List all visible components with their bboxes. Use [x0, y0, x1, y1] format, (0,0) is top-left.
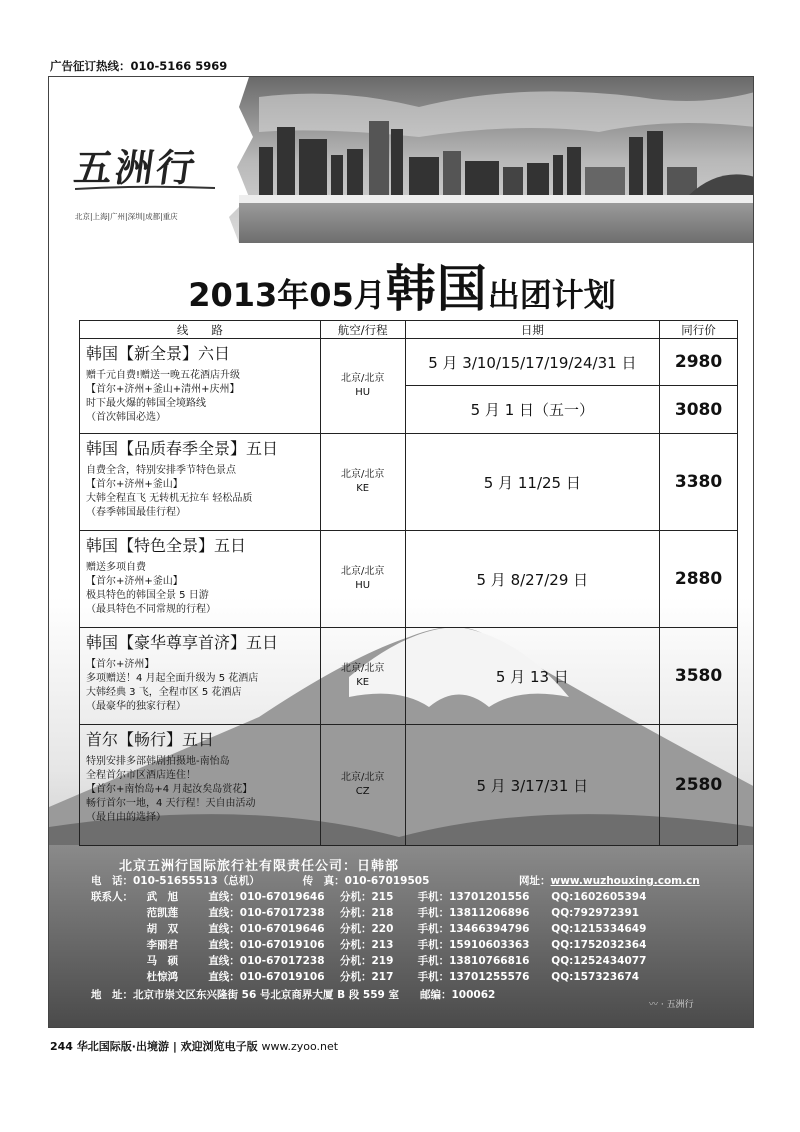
route-detail: （春季韩国最佳行程） — [86, 507, 186, 518]
contact-row — [91, 921, 646, 936]
contact-mobile: 手机：15910603363 — [417, 939, 530, 951]
logo-cities: 北京|上海|广州|深圳|成都|重庆 — [75, 212, 178, 221]
contact-line: 直线：010-67019106 — [208, 971, 325, 983]
contact-mobile: 手机：13701201556 — [417, 891, 530, 903]
footer-url[interactable]: www.zyoo.net — [261, 1040, 339, 1053]
airline-route: 北京/北京 — [341, 663, 385, 674]
contact-line: 直线：010-67019646 — [208, 891, 325, 903]
airline-code: KE — [356, 677, 370, 688]
price-cell: 3380 — [660, 434, 738, 531]
contact-name: 李丽君 — [146, 939, 179, 951]
page-title — [49, 249, 754, 318]
date-cell: 5 月 8/27/29 日 — [405, 531, 660, 628]
route-name: 韩国【品质春季全景】五日 — [86, 439, 279, 458]
contact-mobile: 手机：13810766816 — [417, 955, 530, 967]
contact-qq: QQ:157323674 — [551, 971, 640, 983]
contact-row — [91, 889, 646, 904]
price-cell: 3580 — [660, 628, 738, 725]
table-row — [80, 434, 738, 531]
brand-signature: 〰 · 五洲行 — [649, 1000, 694, 1010]
route-detail: 极具特色的韩国全景 5 日游 — [86, 590, 209, 601]
route-detail: 时下最火爆的韩国全境路线 — [86, 398, 206, 409]
fax: 传 真：010-67019505 — [302, 875, 430, 887]
airline-code: HU — [355, 387, 371, 398]
brand-logo — [71, 137, 235, 227]
contact-name: 武 旭 — [146, 891, 179, 903]
website-row — [519, 873, 700, 888]
route-detail: 赠送多项自费 — [86, 562, 146, 573]
contact-mobile: 手机：13701255576 — [417, 971, 530, 983]
route-detail: 【首尔+济州+釜山】 — [86, 479, 183, 490]
contact-block — [49, 845, 754, 1028]
contact-line: 直线：010-67019646 — [208, 923, 325, 935]
route-detail: （最豪华的独家行程） — [86, 701, 186, 712]
table-row — [80, 628, 738, 725]
page-footer — [50, 1038, 338, 1054]
date-cell: 5 月 3/17/31 日 — [405, 725, 660, 846]
contact-mobile: 手机：13811206896 — [417, 907, 530, 919]
header-airline: 航空/行程 — [320, 321, 405, 339]
header-price: 同行价 — [660, 321, 738, 339]
route-name: 韩国【新全景】六日 — [86, 344, 231, 363]
route-name: 韩国【特色全景】五日 — [86, 536, 247, 555]
header-date: 日期 — [405, 321, 660, 339]
contact-qq: QQ:1215334649 — [551, 923, 647, 935]
header-route: 线 路 — [80, 321, 321, 339]
contact-qq: QQ:1602605394 — [551, 891, 647, 903]
contact-ext: 分机：219 — [339, 955, 394, 967]
airline-route: 北京/北京 — [341, 772, 385, 783]
ad-frame — [48, 76, 754, 1028]
title-date: 2013年05月 — [188, 276, 386, 314]
airline-cell — [320, 725, 405, 846]
contact-line: 直线：010-67017238 — [208, 955, 325, 967]
route-cell — [80, 628, 321, 725]
contact-name: 范凯莲 — [146, 907, 179, 919]
route-detail: 赠千元自费!赠送一晚五花酒店升级 — [86, 370, 241, 381]
date-cell: 5 月 11/25 日 — [405, 434, 660, 531]
airline-route: 北京/北京 — [341, 566, 385, 577]
title-suffix: 出团计划 — [487, 276, 616, 314]
airline-cell — [320, 531, 405, 628]
title-country: 韩国 — [385, 260, 488, 318]
contact-ext: 分机：217 — [339, 971, 394, 983]
route-detail: 【首尔+南怡岛+4 月起汝矣岛赏花】 — [86, 784, 253, 795]
route-name: 韩国【豪华尊享首济】五日 — [86, 633, 279, 652]
route-detail: 大韩经典 3 飞，全程市区 5 花酒店 — [86, 687, 242, 698]
price-cell: 2580 — [660, 725, 738, 846]
airline-route: 北京/北京 — [341, 469, 385, 480]
contact-name: 杜惊鸿 — [146, 971, 179, 983]
city-skyline-image — [219, 77, 754, 243]
route-detail: 多项赠送！4 月起全面升级为 5 花酒店 — [86, 673, 259, 684]
route-detail: （首次韩国必选） — [86, 412, 166, 423]
route-detail: 大韩全程直飞 无转机无拉车 轻松品质 — [86, 493, 253, 504]
airline-cell — [320, 628, 405, 725]
contact-line: 直线：010-67017238 — [208, 907, 325, 919]
route-detail: 【首尔+济州+釜山】 — [86, 576, 183, 587]
contact-ext: 分机：215 — [339, 891, 394, 903]
route-detail: （最自由的选择） — [86, 812, 166, 823]
contact-line: 直线：010-67019106 — [208, 939, 325, 951]
route-detail: 畅行首尔一地，4 天行程！天自由活动 — [86, 798, 256, 809]
airline-code: HU — [355, 580, 371, 591]
route-detail: 【首尔+济州】 — [86, 659, 155, 670]
table-row — [80, 725, 738, 846]
page-number: 244 — [50, 1040, 73, 1053]
date-cell: 5 月 3/10/15/17/19/24/31 日 — [405, 339, 660, 386]
ad-hotline: 广告征订热线：010-5166 5969 — [50, 59, 228, 73]
contact-mobile: 手机：13466394796 — [417, 923, 530, 935]
airline-cell — [320, 339, 405, 434]
route-cell — [80, 531, 321, 628]
company-name: 北京五洲行国际旅行社有限责任公司：日韩部 — [119, 859, 400, 874]
contact-row — [91, 969, 639, 984]
route-cell — [80, 434, 321, 531]
contact-row — [91, 905, 639, 920]
phone-fax-row — [91, 873, 429, 888]
contact-row — [91, 953, 646, 968]
contact-qq: QQ:1252434077 — [551, 955, 647, 967]
date-cell: 5 月 13 日 — [405, 628, 660, 725]
route-detail: 特别安排多部韩剧拍摄地-南怡岛 — [86, 756, 230, 767]
route-name: 首尔【畅行】五日 — [86, 730, 215, 749]
price-cell: 2980 — [660, 339, 738, 386]
contact-name: 胡 双 — [146, 923, 179, 935]
route-detail: 全程首尔市区酒店连住！ — [86, 770, 196, 781]
price-cell: 3080 — [660, 386, 738, 434]
contact-label: 联系人： — [91, 891, 133, 903]
footer-text: 华北国际版·出境游 | 欢迎浏览电子版 — [76, 1040, 258, 1053]
phone: 电 话：010-51655513（总机） — [91, 875, 260, 887]
contact-ext: 分机：213 — [339, 939, 394, 951]
contact-ext: 分机：220 — [339, 923, 394, 935]
airline-route: 北京/北京 — [341, 373, 385, 384]
contact-ext: 分机：218 — [339, 907, 394, 919]
contact-qq: QQ:792972391 — [551, 907, 640, 919]
contact-qq: QQ:1752032364 — [551, 939, 647, 951]
airline-code: KE — [356, 483, 370, 494]
table-row — [80, 531, 738, 628]
website-label: 网址： — [519, 875, 551, 887]
address: 地 址：北京市崇文区东兴隆街 56 号北京商界大厦 B 段 559 室 邮编：100062 — [91, 989, 496, 1001]
route-cell — [80, 339, 321, 434]
header-banner — [49, 77, 754, 243]
contact-row — [91, 937, 646, 952]
route-detail: （最具特色不同常规的行程） — [86, 604, 216, 615]
route-cell — [80, 725, 321, 846]
route-detail: 自费全含，特别安排季节特色景点 — [86, 465, 236, 476]
airline-cell — [320, 434, 405, 531]
date-cell: 5 月 1 日（五一） — [405, 386, 660, 434]
price-cell: 2880 — [660, 531, 738, 628]
table-header-row — [80, 321, 738, 339]
route-detail: 【首尔+济州+釜山+清州+庆州】 — [86, 384, 240, 395]
logo-wordmark: 五洲行 — [71, 145, 201, 190]
tour-schedule-table — [79, 320, 738, 846]
website-link[interactable]: www.wuzhouxing.com.cn — [550, 875, 700, 887]
logo-brush-stroke-icon — [75, 185, 215, 191]
contact-name: 马 硕 — [146, 955, 179, 967]
airline-code: CZ — [355, 786, 370, 797]
table-row — [80, 339, 738, 386]
